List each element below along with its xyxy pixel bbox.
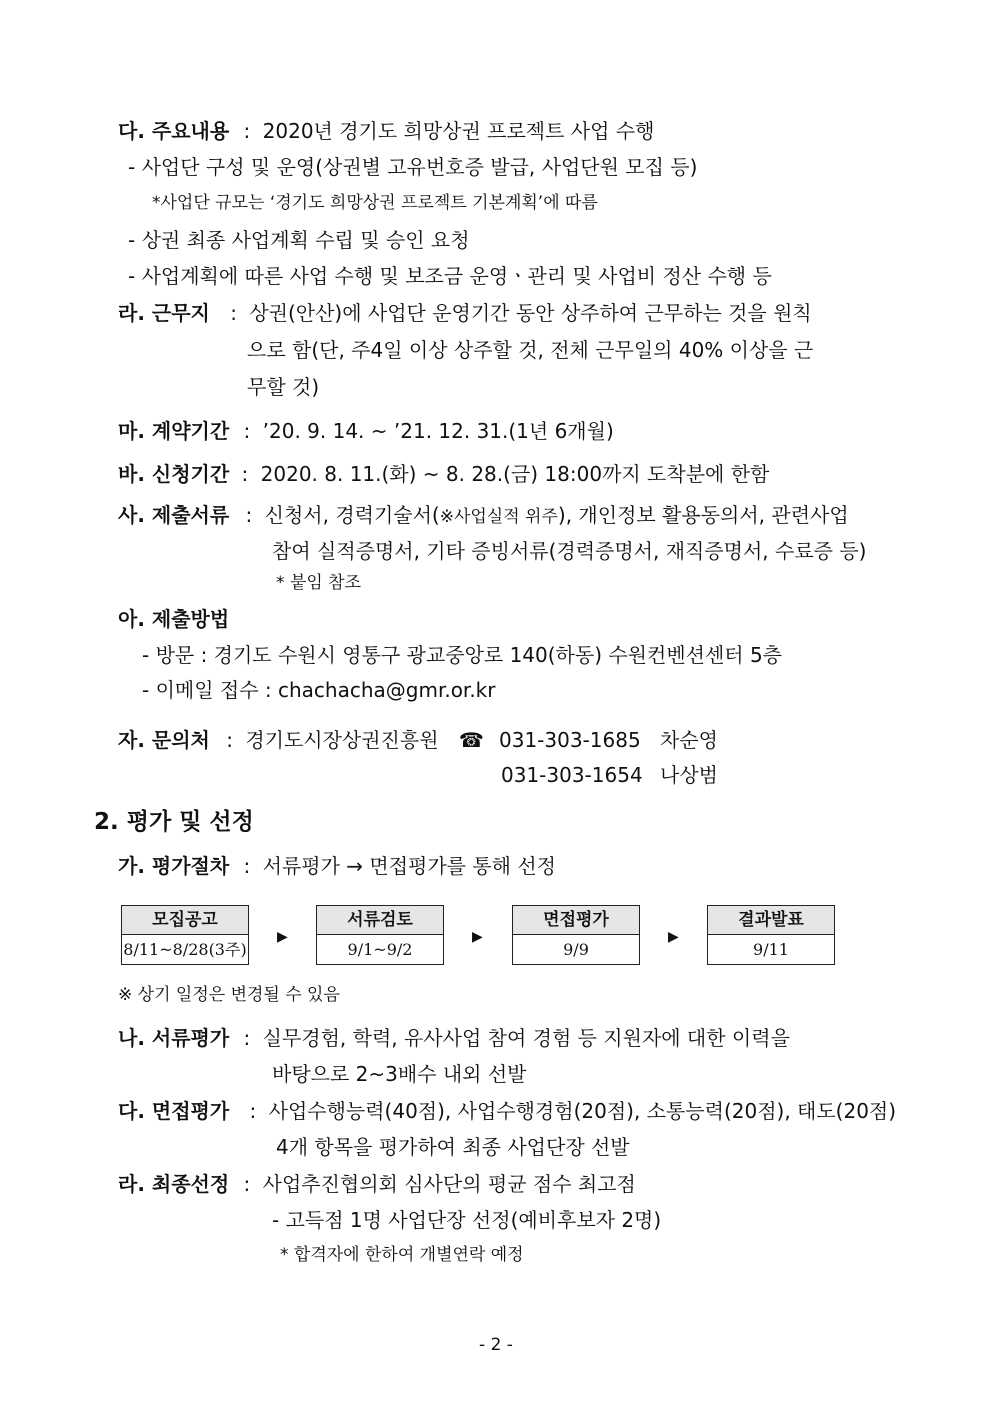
page-number: - 2 -: [479, 1335, 513, 1355]
separator: :: [226, 728, 233, 752]
separator: :: [230, 301, 237, 325]
separator: :: [243, 419, 251, 443]
contact-name: 차순영: [660, 728, 718, 752]
document-review-label: 나. 서류평가: [118, 1026, 230, 1050]
workplace-text: 으로 함(단, 주4일 이상 상주할 것, 전체 근무일의 40% 이상을 근: [247, 338, 814, 362]
evaluation-procedure-text: 서류평가 → 면접평가를 통해 선정: [262, 854, 556, 878]
process-step-date: 8/11~8/28(3주): [123, 940, 247, 959]
separator: :: [243, 119, 251, 143]
documents-text: 참여 실적증명서, 기타 증빙서류(경력증명서, 재직증명서, 수료증 등): [272, 539, 867, 563]
final-selection-row: [118, 1174, 636, 1194]
main-content-text: 2020년 경기도 희망상권 프로젝트 사업 수행: [262, 119, 655, 143]
schedule-note: ※ 상기 일정은 변경될 수 있음: [118, 985, 340, 1005]
documents-text: 신청서, 경력기술서(: [264, 503, 440, 527]
process-step: [707, 905, 835, 965]
document-review-row: [118, 1028, 790, 1048]
interview-label: 다. 면접평가: [118, 1099, 230, 1123]
separator: :: [243, 1026, 251, 1050]
main-content-row: [118, 121, 654, 141]
application-period-row: [118, 464, 769, 484]
process-step-title: 면접평가: [513, 906, 639, 935]
arrow-right-icon: ▶: [472, 929, 483, 945]
interview-text: 사업수행능력(40점), 사업수행경험(20점), 소통능력(20점), 태도(20점): [268, 1099, 897, 1123]
workplace-row: [118, 303, 812, 323]
list-item: - 사업계획에 따른 사업 수행 및 보조금 운영ㆍ관리 및 사업비 정산 수행 등: [128, 264, 772, 288]
contract-period-text: ’20. 9. 14. ~ ’21. 12. 31.(1년 6개월): [262, 419, 614, 443]
contact-org: 경기도시장상권진흥원: [245, 728, 439, 752]
documents-text: ), 개인정보 활용동의서, 관련사업: [557, 503, 849, 527]
process-step: [316, 905, 444, 965]
process-step: [512, 905, 640, 965]
document-review-text: 바탕으로 2~3배수 내외 선발: [272, 1062, 527, 1086]
arrow-right-icon: ▶: [277, 929, 288, 945]
interview-text: 4개 항목을 평가하여 최종 사업단장 선발: [276, 1135, 630, 1159]
documents-label: 사. 제출서류: [118, 503, 230, 527]
documents-note-inline: ※사업실적 위주: [439, 507, 558, 527]
workplace-label: 라. 근무지: [118, 301, 210, 325]
documents-row: [118, 505, 849, 526]
contact-name: 나상범: [660, 763, 718, 787]
interview-row: [118, 1101, 896, 1121]
list-item: - 고득점 1명 사업단장 선정(예비후보자 2명): [272, 1208, 662, 1232]
process-step-title: 서류검토: [317, 906, 443, 935]
contact-label: 자. 문의처: [118, 728, 210, 752]
application-period-text: 2020. 8. 11.(화) ~ 8. 28.(금) 18:00까지 도착분에 한함: [260, 462, 770, 486]
list-item: - 방문 : 경기도 수원시 영통구 광교중앙로 140(하동) 수원컨벤션센터 5층: [142, 643, 782, 667]
process-step-title: 모집공고: [122, 906, 248, 935]
contact-phone: 031-303-1654: [501, 763, 643, 787]
list-item: - 사업단 구성 및 운영(상권별 고유번호증 발급, 사업단원 모집 등): [128, 155, 698, 179]
list-item: - 상권 최종 사업계획 수립 및 승인 요청: [128, 228, 470, 252]
application-period-label: 바. 신청기간: [118, 462, 230, 486]
separator: :: [243, 854, 251, 878]
list-item: - 이메일 접수 : chachacha@gmr.or.kr: [142, 678, 496, 702]
contact-phone: 031-303-1685: [499, 728, 641, 752]
separator: :: [245, 503, 253, 527]
telephone-icon: ☎: [458, 728, 484, 752]
contact-row: [118, 730, 494, 750]
footnote: *사업단 규모는 ‘경기도 희망상권 프로젝트 기본계획’에 따름: [152, 193, 598, 213]
process-step-date: 9/9: [563, 940, 589, 959]
contract-period-label: 마. 계약기간: [118, 419, 230, 443]
footnote: * 합격자에 한하여 개별연락 예정: [280, 1245, 524, 1265]
workplace-text: 상권(안산)에 사업단 운영기간 동안 상주하여 근무하는 것을 원칙: [249, 301, 812, 325]
process-step: [121, 905, 249, 965]
section-title: 2. 평가 및 선정: [94, 809, 254, 835]
submission-method-label: 아. 제출방법: [118, 607, 230, 631]
process-step-date: 9/11: [753, 940, 789, 959]
main-content-label: 다. 주요내용: [118, 119, 230, 143]
footnote: * 붙임 참조: [276, 573, 361, 593]
document-review-text: 실무경험, 학력, 유사사업 참여 경험 등 지원자에 대한 이력을: [262, 1026, 790, 1050]
final-selection-label: 라. 최종선정: [118, 1172, 230, 1196]
separator: :: [249, 1099, 257, 1123]
process-step-title: 결과발표: [708, 906, 834, 935]
process-step-date: 9/1~9/2: [347, 940, 413, 959]
contract-period-row: [118, 421, 614, 441]
workplace-text: 무할 것): [247, 375, 320, 399]
separator: :: [243, 1172, 251, 1196]
evaluation-procedure-row: [118, 856, 556, 876]
arrow-right-icon: ▶: [668, 929, 679, 945]
evaluation-procedure-label: 가. 평가절차: [118, 854, 230, 878]
final-selection-text: 사업추진협의회 심사단의 평균 점수 최고점: [262, 1172, 636, 1196]
separator: :: [241, 462, 249, 486]
